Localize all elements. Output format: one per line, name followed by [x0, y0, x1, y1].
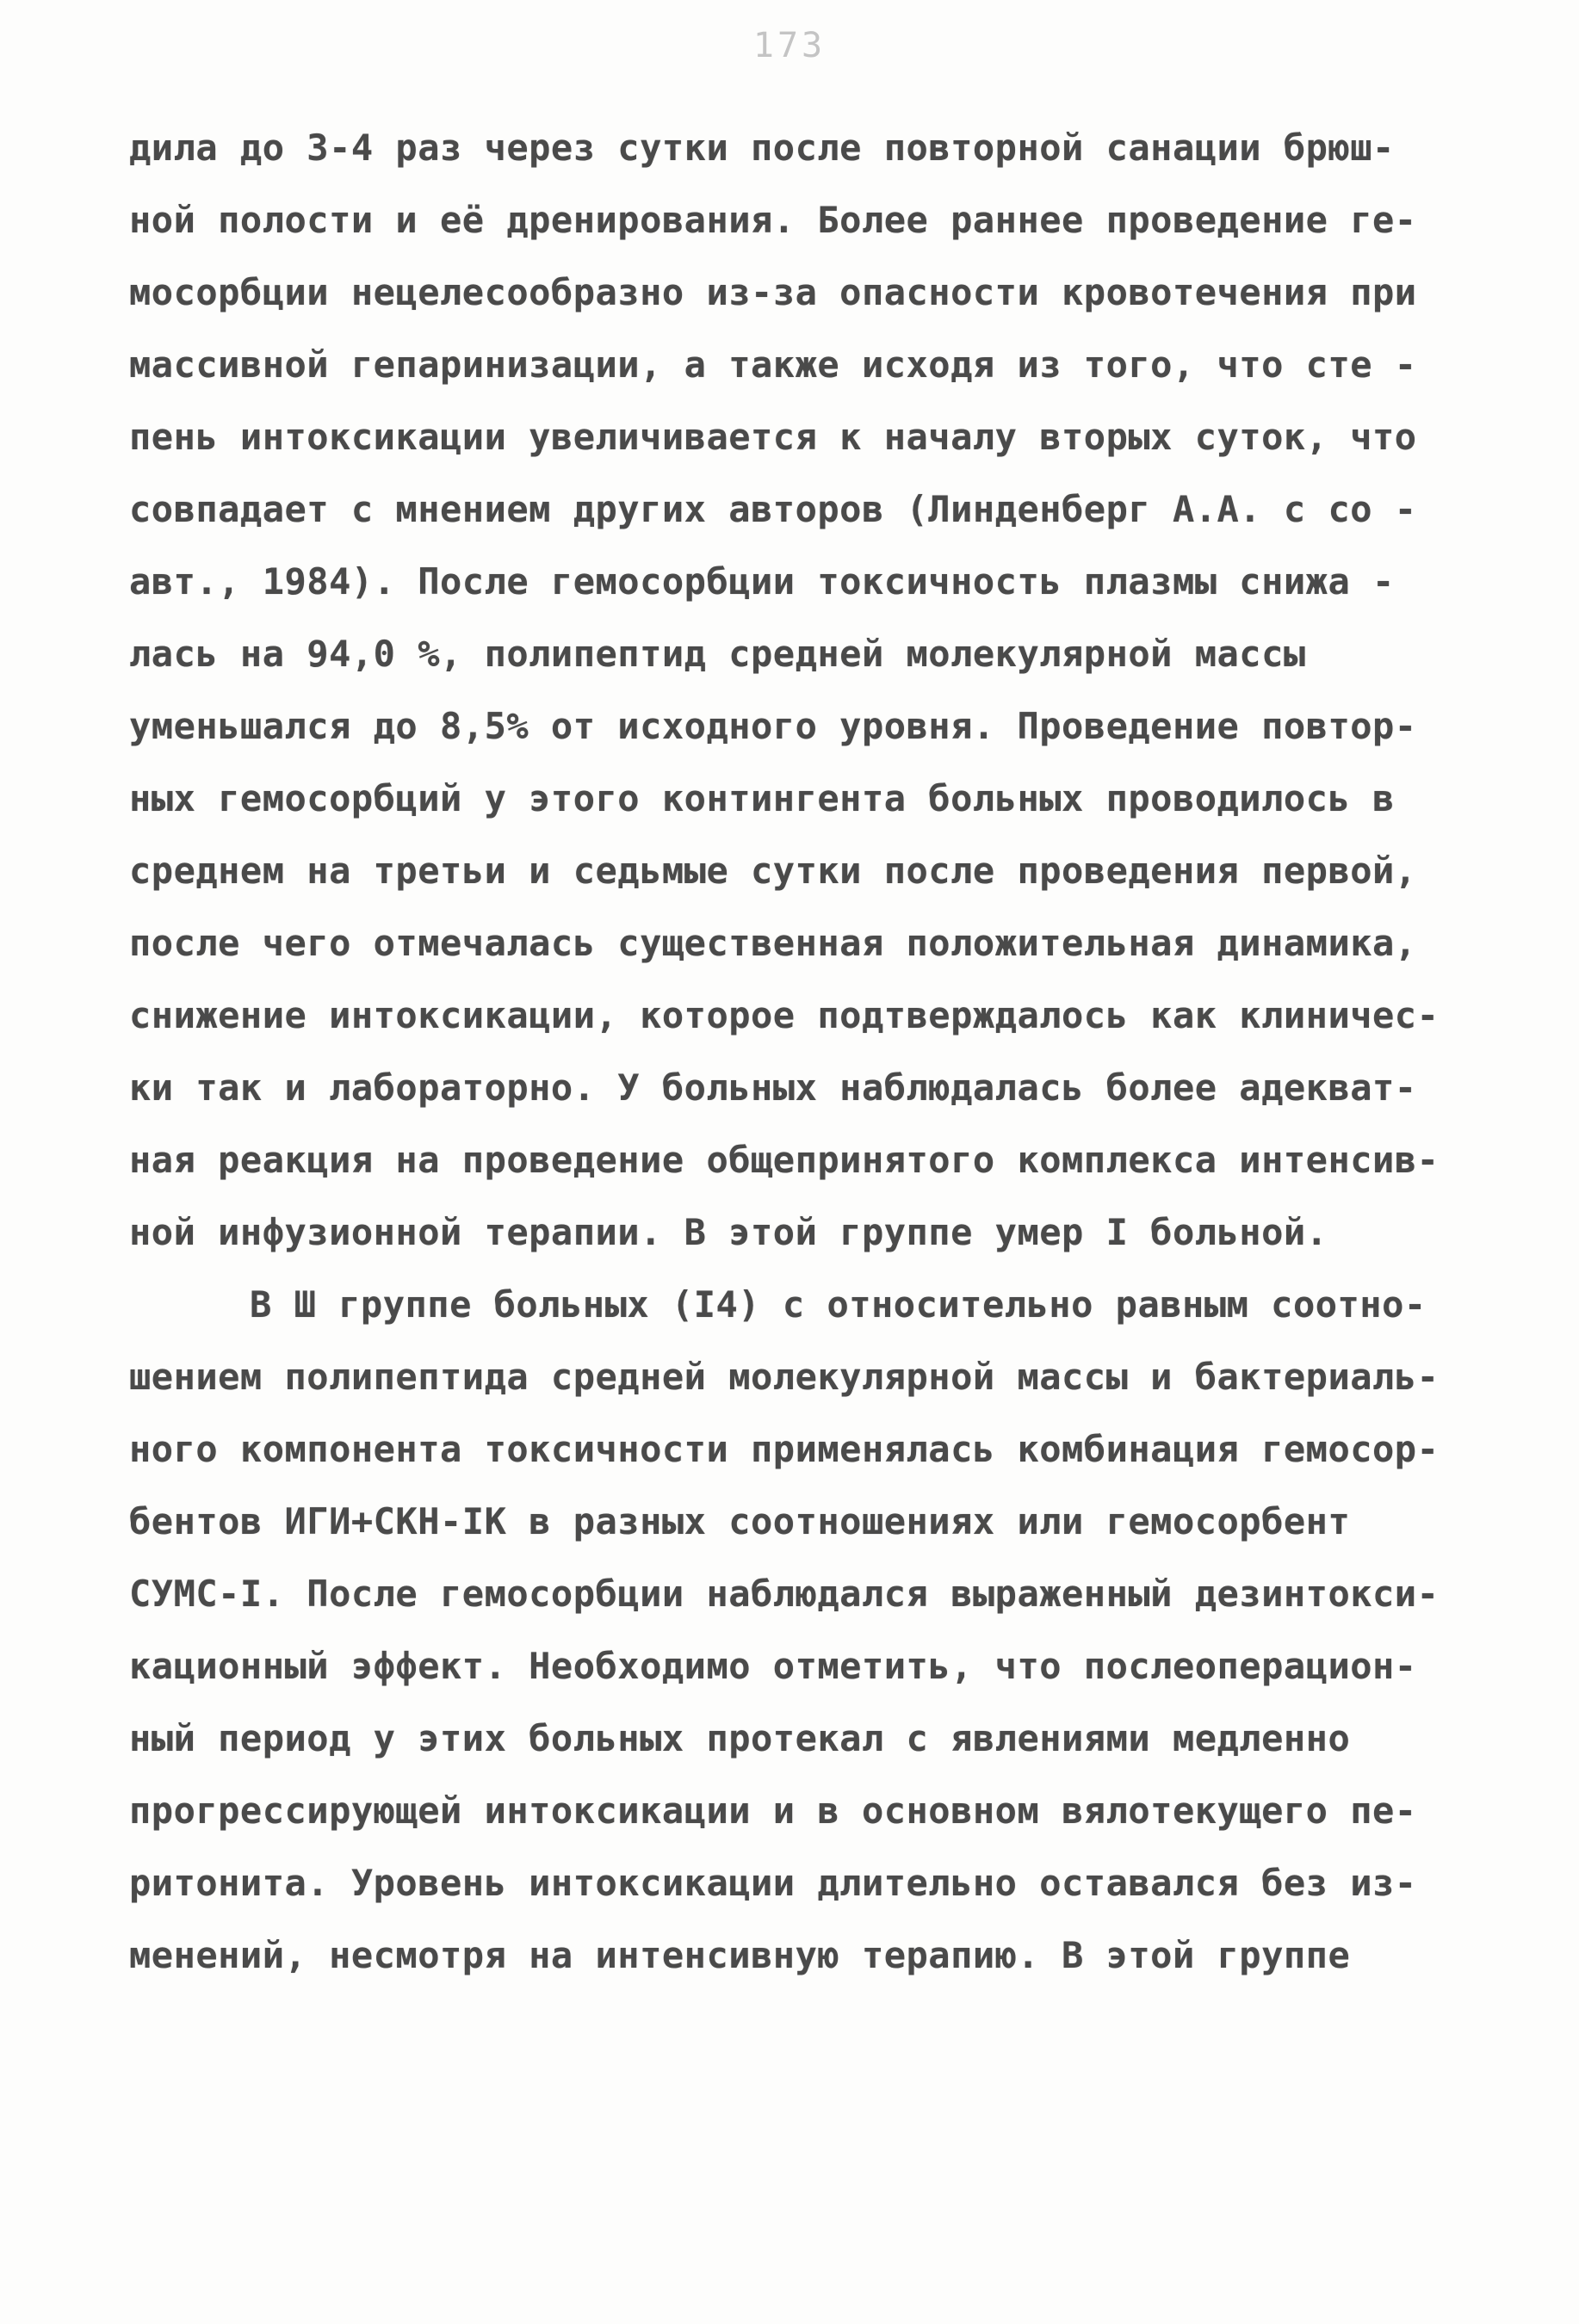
text-line: массивной гепаринизации, а также исходя из того, что сте - [129, 343, 1417, 386]
text-line: бентов ИГИ+СКН-IК в разных соотношениях или гемосорбент [129, 1500, 1351, 1542]
text-line: ной полости и её дренирования. Более раннее проведение ге- [129, 199, 1417, 241]
text-line: среднем на третьи и седьмые сутки после проведения первой, [129, 850, 1417, 892]
text-line: шением полипептида средней молекулярной массы и бактериаль- [129, 1356, 1440, 1398]
text-line: ки так и лабораторно. У больных наблюдалась более адекват- [129, 1066, 1417, 1109]
text-line: после чего отмечалась существенная положительная динамика, [129, 922, 1417, 964]
text-line: ритонита. Уровень интоксикации длительно оставался без из- [129, 1862, 1417, 1904]
text-line: пень интоксикации увеличивается к началу вторых суток, что [129, 416, 1417, 458]
text-line: В Ш группе больных (I4) с относительно равным соотно- [250, 1283, 1427, 1326]
text-line: мосорбции нецелесообразно из-за опасности кровотечения при [129, 271, 1417, 313]
text-line: ного компонента токсичности применялась комбинация гемосор- [129, 1428, 1440, 1470]
text-line: лась на 94,0 %, полипептид средней молекулярной массы [129, 633, 1306, 675]
text-line: ной инфузионной терапии. В этой группе умер I больной. [129, 1211, 1328, 1253]
text-line: авт., 1984). После гемосорбции токсичность плазмы снижа - [129, 560, 1395, 603]
text-line: кационный эффект. Необходимо отметить, что послеоперацион- [129, 1645, 1417, 1687]
text-line: ных гемосорбций у этого контингента больных проводилось в [129, 777, 1395, 819]
body-text [129, 112, 1472, 1992]
text-line: СУМС-I. После гемосорбции наблюдался выраженный дезинтокси- [129, 1573, 1440, 1615]
paragraph-2 [129, 1269, 1472, 1992]
text-line: дила до 3-4 раз через сутки после повторной санации брюш- [129, 127, 1395, 169]
text-line: прогрессирующей интоксикации и в основном вялотекущего пе- [129, 1789, 1417, 1832]
text-line: совпадает с мнением других авторов (Линденберг А.А. с со - [129, 488, 1417, 530]
text-line: менений, несмотря на интенсивную терапию. В этой группе [129, 1934, 1351, 1976]
text-line: ный период у этих больных протекал с явлениями медленно [129, 1717, 1351, 1759]
text-line: уменьшался до 8,5% от исходного уровня. Проведение повтор- [129, 705, 1417, 747]
text-line: снижение интоксикации, которое подтверждалось как клиничес- [129, 994, 1440, 1036]
paragraph-1 [129, 112, 1472, 1269]
text-line: ная реакция на проведение общепринятого комплекса интенсив- [129, 1139, 1440, 1181]
page-number: 173 [752, 26, 827, 65]
